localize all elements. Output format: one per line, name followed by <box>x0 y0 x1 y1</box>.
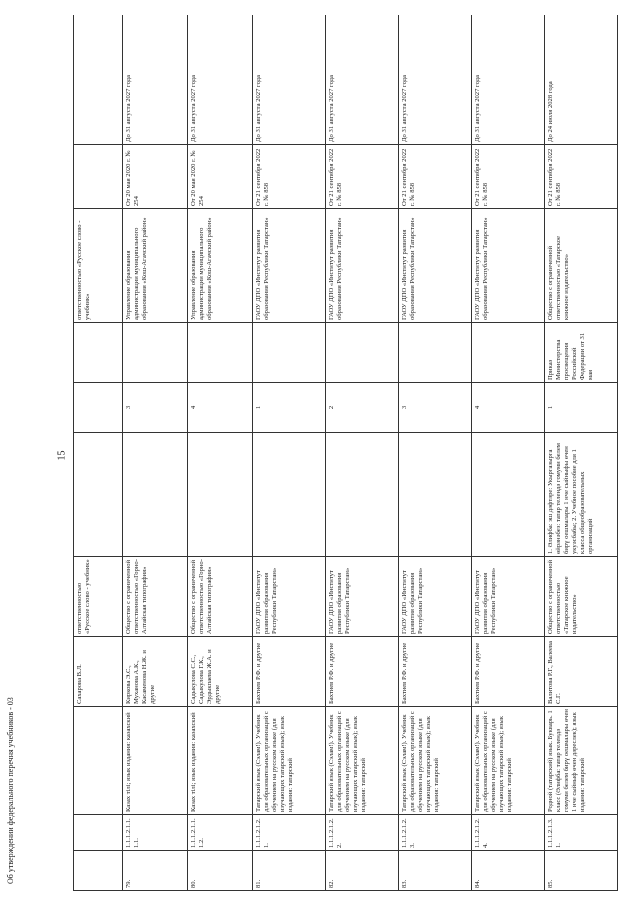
table-row <box>472 15 545 891</box>
cell-publisher: Общество с ограниченной ответственностью «Татарское книжное издательство» <box>545 557 618 637</box>
cell-order <box>326 323 399 383</box>
cell-grade <box>188 433 253 557</box>
cell-code: 1.1.1.2.1.2.4. <box>472 815 545 851</box>
table-row <box>253 15 326 891</box>
cell-num: 80. <box>188 851 253 891</box>
cell-order <box>399 323 472 383</box>
cell-developer: Управление образования администрации муниципального образования «Кош-Агачский район» <box>188 209 253 323</box>
cell-authors: Бахтиев Р.Ф. и другие <box>326 637 399 707</box>
rotated-table-frame <box>73 15 619 891</box>
cell-publisher: ГАОУ ДПО «Институт развития образования Республики Татарстан» <box>399 557 472 637</box>
cell-grade-number: 1 <box>253 383 326 433</box>
cell-valid-until: До 24 июля 2028 года <box>545 15 618 145</box>
table-row <box>545 15 618 891</box>
cell-publisher: ответственностью «Русское слово - учебник» <box>74 557 123 637</box>
cell-grade <box>326 433 399 557</box>
cell-code: 1.1.1.2.1.2.2. <box>326 815 399 851</box>
cell-code <box>74 815 123 851</box>
cell-num: 79. <box>123 851 188 891</box>
cell-grade-number <box>74 383 123 433</box>
cell-publisher: ГАОУ ДПО «Институт развития образования Республики Татарстан» <box>326 557 399 637</box>
cell-inclusion-date: От 21 сентября 2022 г. № 858 <box>399 145 472 209</box>
cell-grade: 1. Әлифба: эш дәфтәре: Укыргазырга өйрәнәбез: татар телендә гомуми белем бирү оешмалары 1 нче сыйныфы өчен укуәсбабы; 2. Учебное пособие для 1 класса общеобразовательных организаций <box>545 433 618 557</box>
cell-developer: ГАОУ ДПО «Институт развития образования Республики Татарстан» <box>326 209 399 323</box>
cell-title: Татарский язык (Сэлам!). Учебник для образовательных организаций с обучением на русском языке (для изучающих татарский язык); язык издания: татарский <box>326 707 399 815</box>
cell-num: 85. <box>545 851 618 891</box>
table-row <box>326 15 399 891</box>
cell-developer: Управление образования администрации муниципального образования «Кош-Агачский район» <box>123 209 188 323</box>
cell-inclusion-date: От 21 сентября 2022 г. № 858 <box>545 145 618 209</box>
cell-order <box>253 323 326 383</box>
cell-authors: Садыкулова С.С., Садыкулова Г.К., Эрдыкпаева Ж.А. и другие <box>188 637 253 707</box>
cell-title: Татарский язык (Сэлам!). Учебник для образовательных организаций с обучением на русском языке (для изучающих татарский язык); язык издания: татарский <box>253 707 326 815</box>
cell-grade-number: 3 <box>399 383 472 433</box>
cell-authors: Бахтиев Р.Ф. и другие <box>399 637 472 707</box>
cell-order: Приказ Министерства просвещения Российской Федерации от 31 мая <box>545 323 618 383</box>
cell-developer: ГАОУ ДПО «Институт развития образования Республики Татарстан» <box>399 209 472 323</box>
cell-code: 1.1.1.2.1.3.1. <box>545 815 618 851</box>
cell-grade-number: 4 <box>472 383 545 433</box>
cell-title: Казах тілі; язык издания: казахский <box>188 707 253 815</box>
cell-num <box>74 851 123 891</box>
cell-authors: Сахарова В.Л. <box>74 637 123 707</box>
cell-num: 82. <box>326 851 399 891</box>
cell-code: 1.1.1.2.1.1.1.1. <box>123 815 188 851</box>
cell-authors: Бахтиев Р.Ф. и другие <box>472 637 545 707</box>
textbook-table <box>73 15 618 891</box>
table-row <box>123 15 188 891</box>
cell-inclusion-date: От 21 сентября 2022 г. № 858 <box>472 145 545 209</box>
page-number: 15 <box>56 450 68 461</box>
cell-valid-until: До 31 августа 2027 года <box>326 15 399 145</box>
cell-inclusion-date: От 21 сентября 2022 г. № 858 <box>253 145 326 209</box>
cell-order <box>74 323 123 383</box>
cell-code: 1.1.1.2.1.2.3. <box>399 815 472 851</box>
cell-title: Татарский язык (Сэлам!). Учебник для образовательных организаций с обучением на русском языке (для изучающих татарский язык); язык издания: татарский <box>399 707 472 815</box>
cell-num: 84. <box>472 851 545 891</box>
cell-order <box>472 323 545 383</box>
cell-inclusion-date: От 20 мая 2020 г. № 254 <box>188 145 253 209</box>
cell-grade-number: 4 <box>188 383 253 433</box>
cell-title <box>74 707 123 815</box>
cell-valid-until: До 31 августа 2027 года <box>123 15 188 145</box>
cell-valid-until: До 31 августа 2027 года <box>399 15 472 145</box>
cell-num: 83. <box>399 851 472 891</box>
continuation-row <box>74 15 123 891</box>
cell-developer: ответственностью «Русское слово - учебник» <box>74 209 123 323</box>
footer-note: Об утверждении федерального перечня учебников - 03 <box>6 697 15 884</box>
cell-publisher: ГАОУ ДПО «Институт развития образования Республики Татарстан» <box>253 557 326 637</box>
cell-grade <box>399 433 472 557</box>
cell-publisher: Общество с ограниченной ответственностью «Горно-Алтайская типография» <box>188 557 253 637</box>
cell-title: Родной (татарский) язык. Букварь. 1 класс (Әлифба: татар телендә гомуми белем бирү оешмалары өчен 1 нче сыйныф өчен дәреслек); язык издания: татарский <box>545 707 618 815</box>
cell-code: 1.1.1.2.1.1.1.2. <box>188 815 253 851</box>
cell-code: 1.1.1.2.1.2.1. <box>253 815 326 851</box>
cell-grade <box>74 433 123 557</box>
cell-authors: Валитова Р.Г., Валеева С.Г. <box>545 637 618 707</box>
cell-authors: Бахтиев Р.Ф. и другие <box>253 637 326 707</box>
cell-inclusion-date: От 21 сентября 2022 г. № 858 <box>326 145 399 209</box>
cell-publisher: ГАОУ ДПО «Институт развития образования Республики Татарстан» <box>472 557 545 637</box>
cell-valid-until: До 31 августа 2027 года <box>472 15 545 145</box>
cell-grade <box>253 433 326 557</box>
cell-authors: Киркова Э.С., Муханова А.К., Касаменова Н.Ж. и другие <box>123 637 188 707</box>
cell-grade <box>123 433 188 557</box>
cell-num: 81. <box>253 851 326 891</box>
table-row <box>399 15 472 891</box>
cell-order <box>123 323 188 383</box>
cell-publisher: Общество с ограниченной ответственностью «Горно-Алтайская типография» <box>123 557 188 637</box>
cell-order <box>188 323 253 383</box>
rotated-table-content <box>73 15 619 891</box>
cell-grade <box>472 433 545 557</box>
cell-grade-number: 3 <box>123 383 188 433</box>
cell-title: Казах тілі; язык издания: казахский <box>123 707 188 815</box>
cell-developer: ГАОУ ДПО «Институт развития образования Республики Татарстан» <box>472 209 545 323</box>
cell-grade-number: 2 <box>326 383 399 433</box>
cell-valid-until: До 31 августа 2027 года <box>253 15 326 145</box>
cell-valid-until: До 31 августа 2027 года <box>188 15 253 145</box>
cell-valid-until <box>74 15 123 145</box>
cell-inclusion-date: От 20 мая 2020 г. № 254 <box>123 145 188 209</box>
cell-inclusion-date <box>74 145 123 209</box>
cell-grade-number: 1 <box>545 383 618 433</box>
cell-developer: ГАОУ ДПО «Институт развития образования Республики Татарстан» <box>253 209 326 323</box>
cell-developer: Общество с ограниченной ответственностью «Татарское книжное издательство» <box>545 209 618 323</box>
cell-title: Татарский язык (Сэлам!). Учебник для образовательных организаций с обучением на русском языке (для изучающих татарский язык); язык издания: татарский <box>472 707 545 815</box>
table-row <box>188 15 253 891</box>
